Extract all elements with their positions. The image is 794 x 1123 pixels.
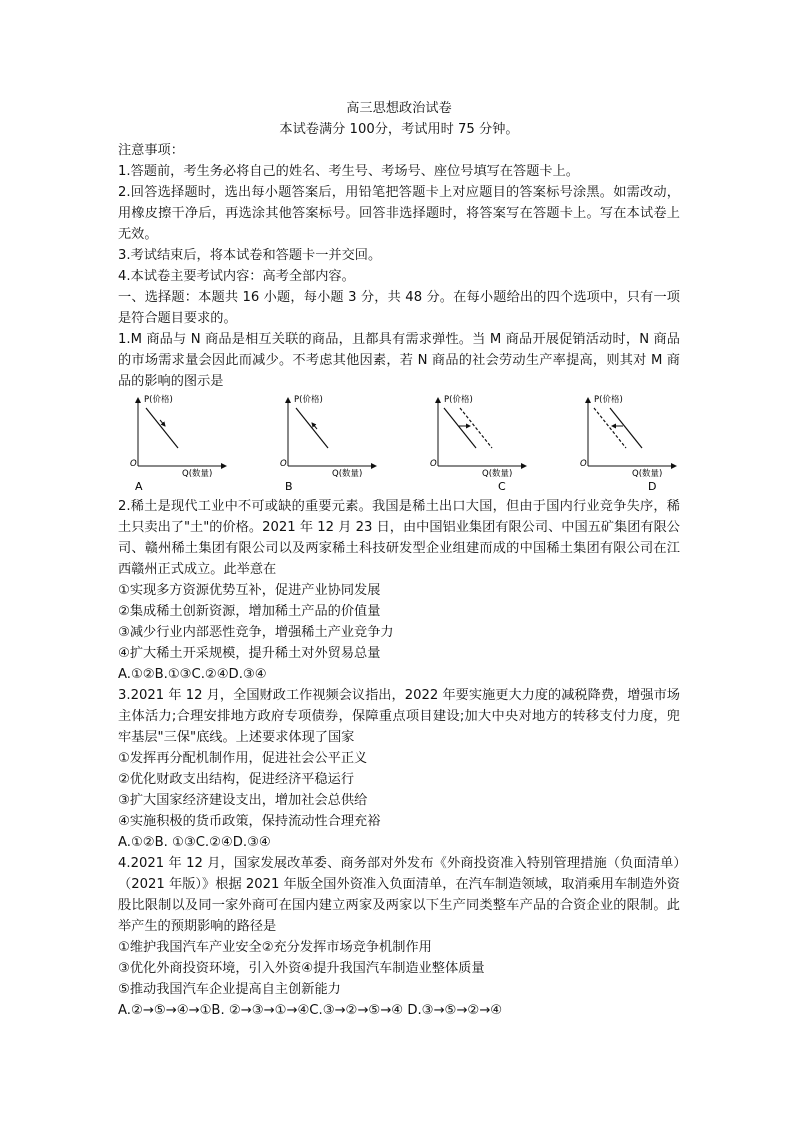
graph-b [280,394,376,493]
question-1-stem: 1.M 商品与 N 商品是相互关联的商品，且都具有需求弹性。当 M 商品开展促销活动时，N 商品的市场需求量会因此而减少。不考虑其他因素，若 N 商品的社会劳动生产率提高，则其对 M 商品的影响的图示是 [118,332,680,389]
exam-content [118,98,680,1021]
notes-heading: 注意事项： [118,143,184,158]
shifted-demand-curve [594,408,626,448]
question-4-option: ①维护我国汽车产业安全②充分发挥市场竞争机制作用 [118,940,432,955]
question-3-stem: 3.2021 年 12 月，全国财政工作视频会议指出，2022 年要实施更大力度的减税降费，增强市场主体活力;合理安排地方政府专项债券，保障重点项目建设;加大中央对地方的转移支付力度，兜牢基层"三保"底线。上述要求体现了国家 [118,688,680,745]
question-3-option: ①发挥再分配机制作用，促进社会公平正义 [118,751,368,766]
demand-graphs [118,394,680,494]
question-4-stem: 4.2021 年 12 月，国家发展改革委、商务部对外发布《外商投资准入特别管理措施（负面清单）（2021 年版）》根据 2021 年版全国外资准入负面清单，在汽车制造领域，取消乘用车制造外资股比限制以及同一家外商可在国内建立两家及两家以下生产同类整车产品的合资企业的限制。此举产生的预期影响的路径是 [118,856,680,934]
graph-label: C [498,480,506,493]
graph-label: D [648,480,657,493]
page-subtitle: 本试卷满分 100分，考试用时 75 分钟。 [279,122,519,137]
question-1-figures [118,394,680,494]
graph-label: B [285,480,293,493]
note-item: 4.本试卷主要考试内容：高考全部内容。 [118,269,355,284]
question-2-option: ③减少行业内部恶性竞争，增强稀土产业竞争力 [118,625,394,640]
demand-curve [296,408,328,448]
page-title: 高三思想政治试卷 [346,101,452,116]
graph-label: A [135,480,143,493]
graph-c [430,394,526,493]
origin-label: O [430,459,437,469]
note-item: 2.回答选择题时，选出每小题答案后，用铅笔把答题卡上对应题目的答案标号涂黑。如需改动，用橡皮擦干净后，再选涂其他答案标号。回答非选择题时，将答案写在答题卡上。写在本试卷上无效。 [118,185,680,242]
section-instruction: 一、选择题：本题共 16 小题，每小题 3 分，共 48 分。在每小题给出的四个选项中，只有一项是符合题目要求的。 [118,290,680,326]
x-axis-label: Q(数量) [332,469,363,479]
x-axis-label: Q(数量) [632,469,663,479]
demand-curve [146,408,178,448]
y-axis-label: P(价格) [294,395,323,405]
question-4-answers: A.②→⑤→④→①B. ②→③→①→④C.③→②→⑤→④ D.③→⑤→②→④ [118,1003,503,1018]
question-4-option: ⑤推动我国汽车企业提高自主创新能力 [118,982,341,997]
question-2-stem: 2.稀土是现代工业中不可或缺的重要元素。我国是稀土出口大国，但由于国内行业竞争失序，稀土只卖出了"土"的价格。2021 年 12 月 23 日，由中国铝业集团有限公司、中国五矿集团有限公司、赣州稀土集团有限公司以及两家稀土科技研发型企业组建而成的中国稀土集团有限公司在江西赣州正式成立。此举意在 [118,499,680,577]
question-2-option: ④扩大稀土开采规模，提升稀土对外贸易总量 [118,646,381,661]
note-item: 3.考试结束后，将本试卷和答题卡一并交回。 [118,248,382,263]
demand-curve [444,408,476,448]
y-axis-label: P(价格) [594,395,623,405]
demand-curve [610,408,642,448]
y-axis-label: P(价格) [444,395,473,405]
origin-label: O [580,459,587,469]
question-3-option: ②优化财政支出结构，促进经济平稳运行 [118,772,355,787]
note-item: 1.答题前，考生务必将自己的姓名、考生号、考场号、座位号填写在答题卡上。 [118,164,579,179]
origin-label: O [130,459,137,469]
shift-arrow [160,420,165,426]
x-axis-label: Q(数量) [182,469,213,479]
origin-label: O [280,459,287,469]
question-3-answers: A.①②B. ①③C.②④D.③④ [118,835,271,850]
shifted-demand-curve [460,408,492,448]
question-4-option: ③优化外商投资环境，引入外资④提升我国汽车制造业整体质量 [118,961,485,976]
question-2-answers: A.①②B.①③C.②④D.③④ [118,667,267,682]
question-3-option: ③扩大国家经济建设支出，增加社会总供给 [118,793,368,808]
question-2-option: ②集成稀土创新资源，增加稀土产品的价值量 [118,604,381,619]
graph-d [580,394,676,493]
question-3-option: ④实施积极的货币政策，保持流动性合理充裕 [118,814,381,829]
question-2-option: ①实现多方资源优势互补，促进产业协同发展 [118,583,381,598]
y-axis-label: P(价格) [144,395,173,405]
graph-a [130,394,226,493]
x-axis-label: Q(数量) [482,469,513,479]
